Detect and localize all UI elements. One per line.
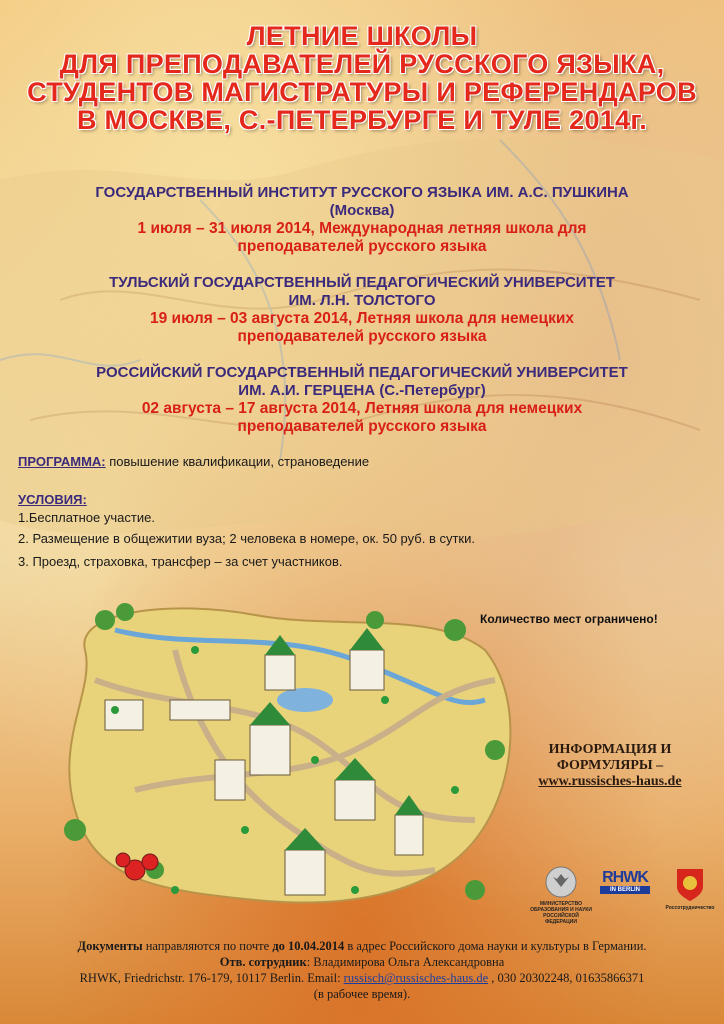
institution-herzen — [0, 364, 724, 436]
institution-dates: преподавателей русского языка — [237, 328, 487, 345]
docs-bold: Документы — [77, 939, 143, 953]
conditions-label: УСЛОВИЯ: — [18, 492, 87, 507]
institution-dates: преподавателей русского языка — [237, 238, 487, 255]
title-line: СТУДЕНТОВ МАГИСТРАТУРЫ И РЕФЕРЕНДАРОВ — [27, 77, 697, 107]
coat-of-arms-icon — [673, 865, 707, 903]
institution-dates: 19 июля – 03 августа 2014, Летняя школа для немецких — [150, 310, 574, 327]
title-line: В МОСКВЕ, С.-ПЕТЕРБУРГЕ И ТУЛЕ 2014г. — [76, 105, 648, 135]
footer-docs — [0, 938, 724, 954]
institution-city: ИМ. Л.Н. ТОЛСТОГО — [288, 292, 436, 309]
program-section — [18, 454, 369, 469]
partner-logos — [530, 865, 724, 935]
conditions-section — [18, 492, 475, 569]
info-line: ИНФОРМАЦИЯ И — [548, 742, 672, 757]
rhwk-title: RHWK — [602, 869, 648, 886]
limited-seats-note: Количество мест ограничено! — [480, 612, 658, 626]
condition-item: 2. Размещение в общежитии вуза; 2 человека в номере, ок. 50 руб. в сутки. — [18, 531, 475, 546]
institution-city: ИМ. А.И. ГЕРЦЕНА (С.-Петербург) — [238, 382, 486, 399]
footer-responsible — [0, 954, 724, 970]
website-link[interactable]: www.russisches-haus.de — [538, 774, 682, 789]
footer — [0, 938, 724, 1002]
info-line: ФОРМУЛЯРЫ – — [556, 758, 664, 773]
responsible-label: Отв. сотрудник — [219, 955, 307, 969]
institution-dates: 1 июля – 31 июля 2014, Международная летняя школа для — [137, 220, 587, 237]
condition-item: 1.Бесплатное участие. — [18, 510, 155, 525]
title-line: ЛЕТНИЕ ШКОЛЫ — [246, 21, 478, 51]
program-label: ПРОГРАММА: — [18, 454, 106, 469]
rossotr-logo — [658, 865, 722, 911]
lake-icon — [277, 688, 333, 712]
address-text: RHWK, Friedrichstr. 176-179, 10117 Berlin. Email: — [79, 971, 344, 985]
rhwk-subtitle: IN BERLIN — [600, 886, 650, 894]
institution-dates: преподавателей русского языка — [237, 418, 487, 435]
rossotr-caption: Россотрудничество — [665, 905, 715, 911]
phones-text: , 030 20302248, 01635866371 — [488, 971, 645, 985]
institution-tolstoy — [0, 274, 724, 346]
title-line: ДЛЯ ПРЕПОДАВАТЕЛЕЙ РУССКОГО ЯЗЫКА, — [59, 49, 665, 79]
condition-item: 3. Проезд, страховка, трансфер – за счет участников. — [18, 554, 343, 569]
ministry-caption: МИНИСТЕРСТВО ОБРАЗОВАНИЯ И НАУКИ РОССИЙСКОЙ ФЕДЕРАЦИИ — [530, 901, 592, 925]
institution-name: ГОСУДАРСТВЕННЫЙ ИНСТИТУТ РУССКОГО ЯЗЫКА ИМ. А.С. ПУШКИНА — [95, 184, 629, 201]
footer-address — [0, 970, 724, 986]
docs-rest: в адрес Российского дома науки и культуры в Германии. — [344, 939, 647, 953]
program-text: повышение квалификации, страноведение — [109, 454, 370, 469]
eagle-emblem-icon — [544, 865, 578, 899]
ministry-logo — [530, 865, 592, 925]
golden-ring-map — [55, 590, 525, 915]
institution-city: (Москва) — [329, 202, 395, 219]
email-link[interactable]: russisch@russisches-haus.de — [343, 971, 489, 985]
institution-dates: 02 августа – 17 августа 2014, Летняя школа для немецких — [141, 400, 583, 417]
poster-title — [0, 22, 724, 134]
docs-mid: направляются по почте — [142, 939, 273, 953]
responsible-name: : Владимирова Ольга Александровна — [306, 955, 505, 969]
docs-date: до 10.04.2014 — [272, 939, 345, 953]
institution-name: ТУЛЬСКИЙ ГОСУДАРСТВЕННЫЙ ПЕДАГОГИЧЕСКИЙ УНИВЕРСИТЕТ — [109, 274, 615, 291]
rhwk-logo — [600, 869, 650, 894]
info-block — [520, 742, 700, 790]
institution-name: РОССИЙСКИЙ ГОСУДАРСТВЕННЫЙ ПЕДАГОГИЧЕСКИЙ УНИВЕРСИТЕТ — [96, 364, 628, 381]
footer-hours: (в рабочее время). — [313, 987, 411, 1001]
institution-pushkin — [0, 184, 724, 256]
